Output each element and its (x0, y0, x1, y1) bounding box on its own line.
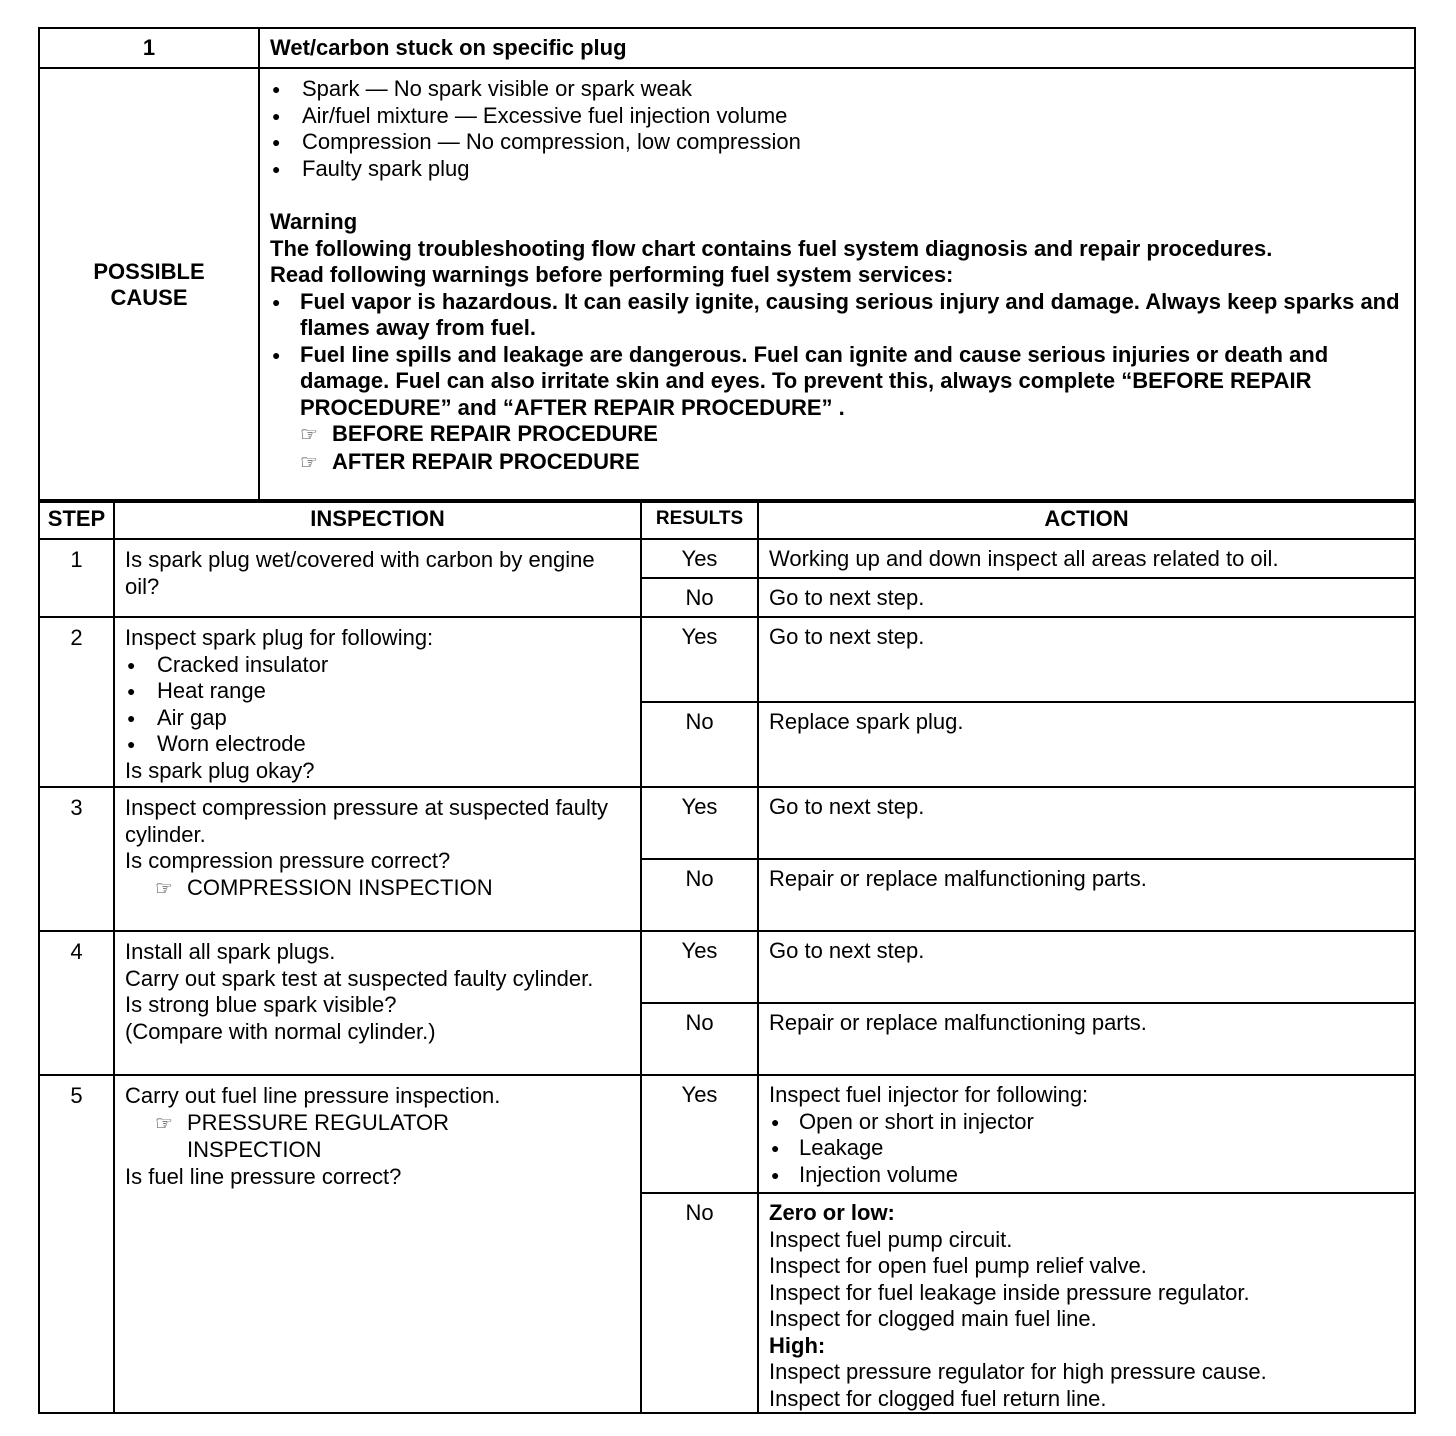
action-yes: Go to next step. (758, 787, 1415, 859)
step-inspection: Carry out fuel line pressure inspection. ☞ PRESSURE REGULATOR INSPECTION Is fuel line pressure correct? (114, 1075, 641, 1413)
step-inspection: Install all spark plugs. Carry out spark test at suspected faulty cylinder. Is strong blue spark visible? (Compare with normal cylinder.) (114, 931, 641, 1075)
step-number: 3 (39, 787, 114, 931)
action-no: Go to next step. (758, 578, 1415, 617)
inspection-item: ● Air gap (125, 705, 630, 732)
warning-title: Warning (270, 209, 358, 234)
fuel-warning (270, 209, 1404, 476)
inspection-item: ● Heat range (125, 678, 630, 705)
warning-intro: Read following warnings before performing fuel system services: (270, 262, 954, 287)
reference-link-before-repair[interactable]: ☞ BEFORE REPAIR PROCEDURE (270, 421, 1404, 449)
injector-check-item: ● Open or short in injector (769, 1109, 1404, 1136)
action-no: Zero or low: Inspect fuel pump circuit. Inspect for open fuel pump relief valve. Inspect for fuel leakage inside pressure regulator. Inspect for clogged main fuel line. High: Inspect pressure regulator for high pressure cause. Inspect for clogged fuel return line. (758, 1193, 1415, 1413)
action-yes: Inspect fuel injector for following: ● Open or short in injector ● Leakage ● Injection volume (758, 1075, 1415, 1193)
step-inspection: Inspect compression pressure at suspected faulty cylinder. Is compression pressure correct? ☞ COMPRESSION INSPECTION (114, 787, 641, 931)
result-no: No (641, 1003, 758, 1075)
col-header-action: ACTION (758, 500, 1415, 539)
pointing-hand-icon: ☞ (300, 424, 318, 446)
inspection-list (125, 652, 630, 758)
symptom-header-table (38, 27, 1416, 503)
action-no: Replace spark plug. (758, 702, 1415, 787)
step-number: 1 (39, 539, 114, 617)
step-row-5-yes (39, 1075, 1415, 1193)
cause-item: ● Air/fuel mixture — Excessive fuel injection volume (270, 103, 1404, 130)
step-row-3-yes (39, 787, 1415, 859)
col-header-results: RESULTS (641, 500, 758, 539)
condition-heading: Zero or low: (769, 1200, 895, 1225)
possible-cause-row (39, 68, 1415, 502)
result-yes: Yes (641, 787, 758, 859)
condition-heading: High: (769, 1332, 826, 1358)
inspection-item: ● Cracked insulator (125, 652, 630, 679)
warning-item: ● Fuel line spills and leakage are dangerous. Fuel can ignite and cause serious injuries or death and damage. Fuel can also irritate skin and eyes. To prevent this, always complete “BEFORE REPAIR PROCEDURE” and “AFTER REPAIR PROCEDURE” . (270, 342, 1404, 422)
injector-check-list (769, 1109, 1404, 1189)
result-yes: Yes (641, 1075, 758, 1193)
warning-list (270, 289, 1404, 422)
action-yes: Working up and down inspect all areas related to oil. (758, 539, 1415, 578)
step-inspection: Inspect spark plug for following: ● Cracked insulator ● Heat range ● Air gap ● Worn electrode Is spark plug okay? (114, 617, 641, 787)
symptom-title-row (39, 28, 1415, 68)
action-yes: Go to next step. (758, 931, 1415, 1003)
pointing-hand-icon: ☞ (155, 877, 173, 900)
step-inspection: Is spark plug wet/covered with carbon by engine oil? (114, 539, 641, 617)
result-no: No (641, 1193, 758, 1413)
possible-cause-label: POSSIBLE CAUSE (39, 68, 259, 502)
result-yes: Yes (641, 931, 758, 1003)
step-row-4-yes (39, 931, 1415, 1003)
injector-check-item: ● Leakage (769, 1135, 1404, 1162)
injector-check-item: ● Injection volume (769, 1162, 1404, 1189)
step-table-header (39, 500, 1415, 539)
step-number: 5 (39, 1075, 114, 1413)
step-number: 4 (39, 931, 114, 1075)
inspection-item: ● Worn electrode (125, 731, 630, 758)
result-yes: Yes (641, 617, 758, 702)
warning-intro: The following troubleshooting flow chart contains fuel system diagnosis and repair procedures. (270, 235, 1273, 261)
step-table (38, 499, 1416, 1414)
col-header-inspection: INSPECTION (114, 500, 641, 539)
result-no: No (641, 859, 758, 931)
cause-item: ● Faulty spark plug (270, 156, 1404, 183)
action-no: Repair or replace malfunctioning parts. (758, 1003, 1415, 1075)
cause-item: ● Spark — No spark visible or spark weak (270, 76, 1404, 103)
reference-link-compression-inspection[interactable]: ☞ COMPRESSION INSPECTION (125, 875, 630, 903)
result-no: No (641, 578, 758, 617)
result-no: No (641, 702, 758, 787)
reference-link-pressure-regulator-inspection[interactable]: ☞ PRESSURE REGULATOR INSPECTION (155, 1109, 450, 1162)
pointing-hand-icon: ☞ (300, 451, 318, 474)
warning-item: ● Fuel vapor is hazardous. It can easily ignite, causing serious injury and damage. Always keep sparks and flames away from fuel. (270, 289, 1404, 342)
cause-item: ● Compression — No compression, low compression (270, 129, 1404, 156)
reference-link-after-repair[interactable]: ☞ AFTER REPAIR PROCEDURE (270, 449, 1404, 477)
cause-list (270, 76, 1404, 182)
possible-cause-body (259, 68, 1415, 502)
symptom-number: 1 (39, 28, 259, 68)
step-number: 2 (39, 617, 114, 787)
step-row-1-yes (39, 539, 1415, 578)
col-header-step: STEP (39, 500, 114, 539)
symptom-title: Wet/carbon stuck on specific plug (259, 28, 1415, 68)
step-row-2-yes (39, 617, 1415, 702)
result-yes: Yes (641, 539, 758, 578)
action-no: Repair or replace malfunctioning parts. (758, 859, 1415, 931)
action-yes: Go to next step. (758, 617, 1415, 702)
pointing-hand-icon: ☞ (155, 1112, 173, 1135)
